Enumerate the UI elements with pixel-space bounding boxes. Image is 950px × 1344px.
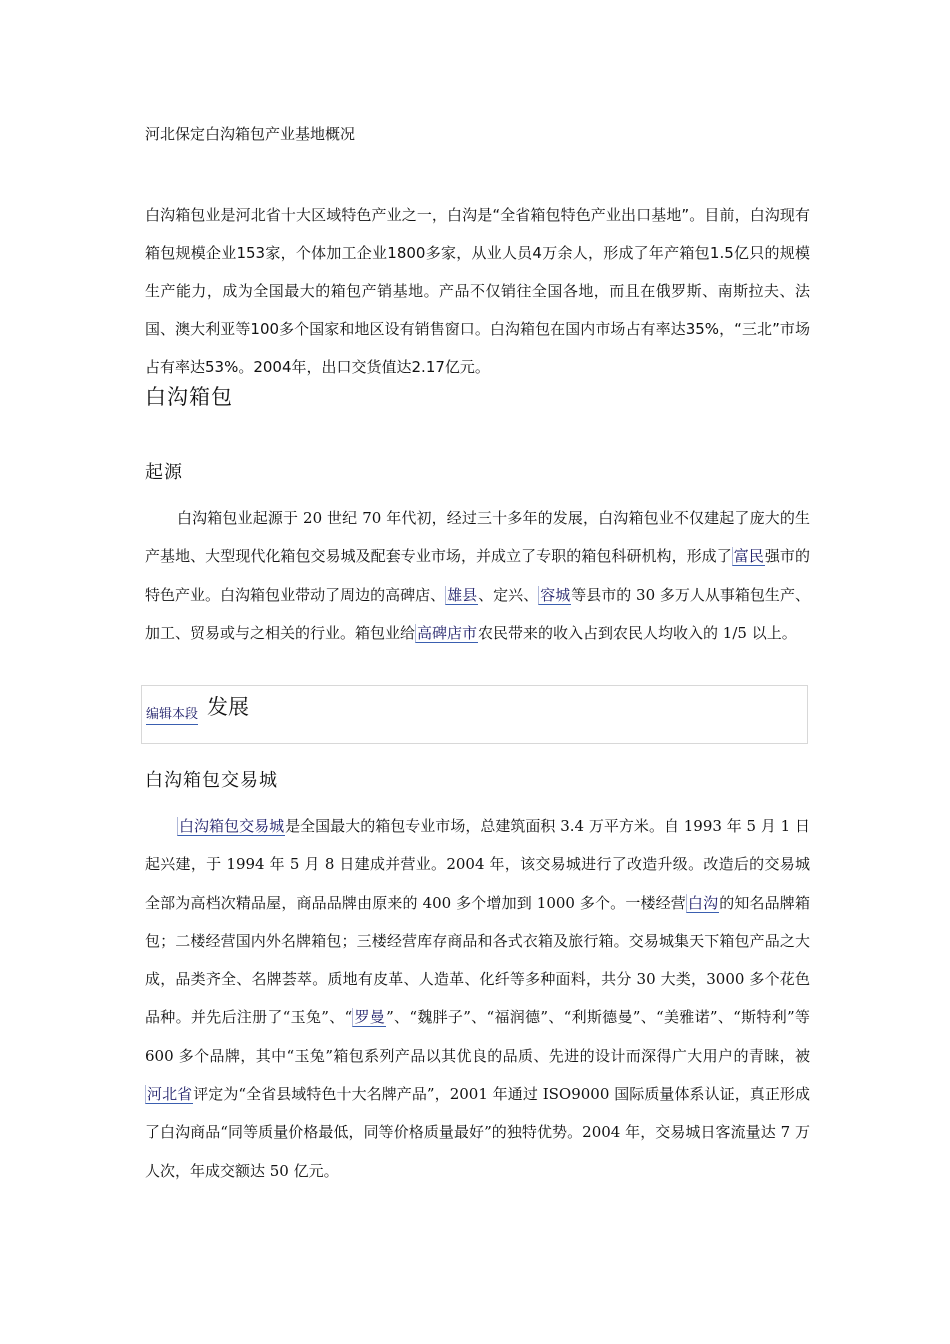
- market-text-4: 评定为“全省县域特色十大名牌产品”，2001 年通过 ISO9000 国际质量体系认证，真正形成了白沟商品“同等质量价格最低，同等价格质量最好”的独特优势。2004 年，交易城日客流量达 7 万人次，年成交额达 50 亿元。: [145, 1085, 810, 1180]
- link-fumin[interactable]: 富民: [733, 547, 764, 566]
- market-heading: 白沟箱包交易城: [145, 770, 278, 791]
- development-heading: 发展: [207, 695, 249, 719]
- document-title: 河北保定白沟箱包产业基地概况: [145, 125, 356, 143]
- market-text-1: 是全国最大的箱包专业市场，总建筑面积 3.4 万平方米。自 1993 年 5 月 1 日起兴建，于 1994 年 5 月 8 日建成并营业。2004 年，该交易城进行了改造升级。改造后的交易城全部为高档次精品屋，商品品牌由原来的 400 多个增加到 1000 多个。一楼经营: [145, 817, 810, 912]
- link-hebei[interactable]: 河北省: [147, 1085, 193, 1104]
- link-market[interactable]: 白沟箱包交易城: [179, 817, 285, 835]
- market-text-3: ”、“魏胖子”、“福润德”、“利斯德曼”、“美雅诺”、“斯特利”等 600 多个品牌，其中“玉兔”箱包系列产品以其优良的品质、先进的设计而深得广大用户的青睐，被: [145, 1008, 810, 1065]
- main-heading: 白沟箱包: [145, 385, 233, 409]
- link-luoman[interactable]: 罗曼: [354, 1008, 386, 1027]
- edit-section-box: [141, 685, 808, 744]
- origin-text-2: 强市的特色产业。白沟箱包业带动了周边的高碑店、: [145, 547, 810, 604]
- intro-paragraph: 白沟箱包业是河北省十大区域特色产业之一，白沟是“全省箱包特色产业出口基地”。目前，白沟现有箱包规模企业153家，个体加工企业1800多家，从业人员4万余人，形成了年产箱包1.5亿只的规模生产能力，成为全国最大的箱包产销基地。产品不仅销往全国各地，而且在俄罗斯、南斯拉夫、法国、澳大利亚等100多个国家和地区设有销售窗口。白沟箱包在国内市场占有率达35%，“三北”市场占有率达53%。2004年，出口交货值达2.17亿元。: [145, 206, 810, 376]
- link-xiongxian[interactable]: 雄县: [447, 585, 478, 604]
- origin-text-3: 、定兴、: [478, 585, 539, 604]
- link-baigou[interactable]: 白沟: [687, 893, 719, 912]
- market-text-2: 的知名品牌箱包；二楼经营国内外名牌箱包；三楼经营库存商品和各式衣箱及旅行箱。交易城集天下箱包产品之大成，品类齐全、名牌荟萃。质地有皮革、人造革、化纤等多种面料，共分 30 大类，3000 多个花色品种。并先后注册了“玉兔”、“: [145, 893, 810, 1027]
- edit-section-link[interactable]: 编辑本段: [146, 706, 198, 725]
- link-rongcheng[interactable]: 容城: [540, 585, 571, 604]
- origin-heading: 起源: [145, 462, 183, 483]
- origin-text-5: 农民带来的收入占到农民人均收入的 1/5 以上。: [478, 623, 797, 642]
- origin-paragraph: [145, 499, 810, 652]
- origin-text-1: 白沟箱包业起源于 20 世纪 70 年代初，经过三十多年的发展，白沟箱包业不仅建起了庞大的生产基地、大型现代化箱包交易城及配套专业市场，并成立了专职的箱包科研机构，形成了: [145, 509, 810, 566]
- market-paragraph: [145, 807, 810, 1190]
- link-gaobeidian[interactable]: 高碑店市: [417, 623, 478, 642]
- origin-text-4: 等县市的 30 多万人从事箱包生产、加工、贸易或与之相关的行业。箱包业给: [145, 585, 810, 642]
